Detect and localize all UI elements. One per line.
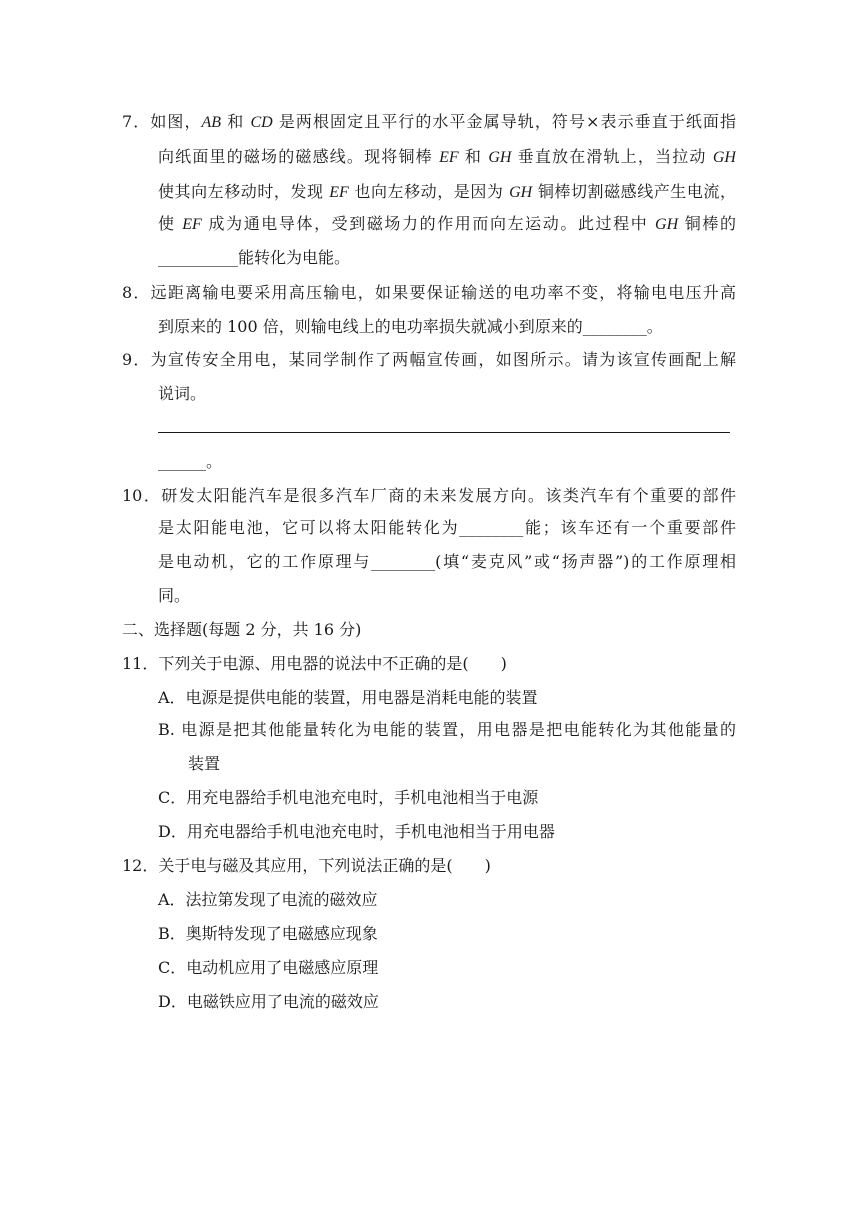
q12-option-c: C．电动机应用了电磁感应原理 bbox=[158, 958, 379, 977]
q7-answer-blank-line: __________能转化为电能。 bbox=[158, 248, 351, 267]
q11-option-b-line-1: B. 电源是把其他能量转化为电能的装置，用电器是把电能转化为其他能量的 bbox=[158, 720, 736, 739]
q12-option-a: A．法拉第发现了电流的磁效应 bbox=[158, 890, 378, 909]
q9-answer-tail: ______。 bbox=[158, 452, 223, 471]
q12-option-d: D．电磁铁应用了电流的磁效应 bbox=[158, 992, 379, 1011]
q7-line-3: 使其向左移动时，发现 EF 也向左移动，是因为 GH 铜棒切割磁感线产生电流， bbox=[158, 182, 736, 201]
q7-line-2: 向纸面里的磁场的磁感线。现将铜棒 EF 和 GH 垂直放在滑轨上，当拉动 GH bbox=[158, 147, 736, 166]
q7-ab-label: AB bbox=[201, 114, 222, 131]
q10-line-3: 是电动机，它的工作原理与________(填“麦克风”或“扬声器”)的工作原理相 bbox=[158, 552, 736, 571]
q11-stem: 11．下列关于电源、用电器的说法中不正确的是( ) bbox=[122, 654, 507, 673]
q7-line-1: 7．如图，AB 和 CD 是两根固定且平行的水平金属导轨，符号×表示垂直于纸面指 bbox=[122, 112, 736, 131]
q9-line-2: 说词。 bbox=[158, 384, 207, 403]
section-heading-choice: 二、选择题(每题 2 分，共 16 分) bbox=[122, 620, 362, 639]
q12-option-b: B．奥斯特发现了电磁感应现象 bbox=[158, 924, 378, 943]
q11-option-d: D．用充电器给手机电池充电时，手机电池相当于用电器 bbox=[158, 822, 555, 841]
q11-option-b-line-2: 装置 bbox=[188, 754, 221, 773]
q9-line-1: 9．为宣传安全用电，某同学制作了两幅宣传画，如图所示。请为该宣传画配上解 bbox=[122, 350, 736, 369]
q11-option-a: A．电源是提供电能的装置，用电器是消耗电能的装置 bbox=[158, 688, 538, 707]
q7-line-4: 使 EF 成为通电导体，受到磁场力的作用而向左运动。此过程中 GH 铜棒的 bbox=[158, 214, 736, 233]
q10-line-4: 同。 bbox=[158, 586, 191, 605]
q8-line-1: 8．远距离输电要采用高压输电，如果要保证输送的电功率不变，将输电电压升高 bbox=[122, 283, 736, 302]
q10-line-1: 10．研发太阳能汽车是很多汽车厂商的未来发展方向。该类汽车有个重要的部件 bbox=[122, 486, 736, 505]
q8-line-2: 到原来的 100 倍，则输电线上的电功率损失就减小到原来的________。 bbox=[158, 317, 663, 336]
q12-stem: 12．关于电与磁及其应用，下列说法正确的是( ) bbox=[122, 856, 491, 875]
q11-option-c: C．用充电器给手机电池充电时，手机电池相当于电源 bbox=[158, 788, 539, 807]
q7-cd-label: CD bbox=[250, 114, 273, 131]
q10-line-2: 是太阳能电池，它可以将太阳能转化为________能；该车还有一个重要部件 bbox=[158, 518, 736, 537]
q9-answer-rule bbox=[158, 432, 730, 433]
